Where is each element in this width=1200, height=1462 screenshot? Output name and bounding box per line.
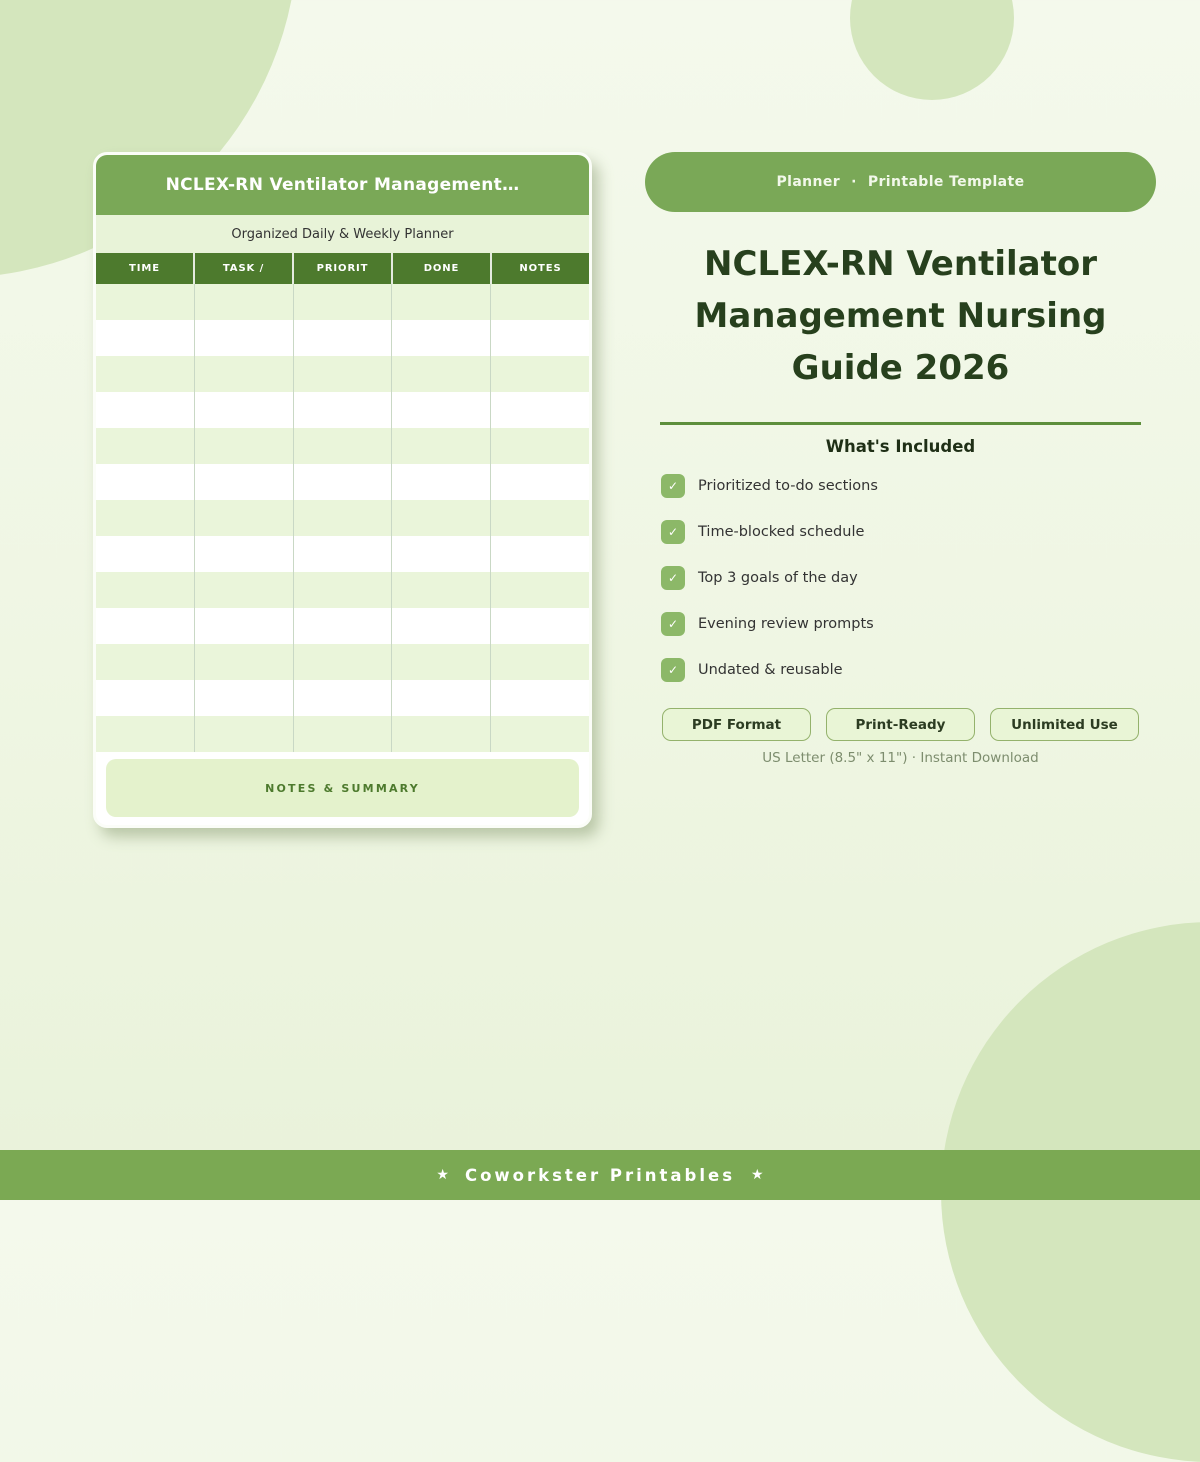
planner-empty-row	[96, 428, 589, 464]
planner-empty-row	[96, 716, 589, 752]
planner-empty-cell	[491, 464, 589, 500]
planner-empty-cell	[96, 536, 195, 572]
planner-empty-cell	[96, 572, 195, 608]
planner-empty-cell	[195, 500, 294, 536]
planner-empty-cell	[491, 356, 589, 392]
planner-empty-cell	[392, 716, 491, 752]
planner-empty-cell	[392, 608, 491, 644]
planner-empty-row	[96, 356, 589, 392]
format-meta: US Letter (8.5" x 11") · Instant Download	[762, 750, 1039, 766]
category-badge	[645, 152, 1156, 212]
planner-empty-cell	[96, 464, 195, 500]
planner-empty-cell	[392, 500, 491, 536]
column-header-priority: PRIORIT	[294, 253, 393, 284]
notes-summary-box	[106, 759, 579, 817]
planner-empty-cell	[96, 428, 195, 464]
checkmark-icon: ✓	[661, 612, 685, 636]
pdf-format-button[interactable]: PDF Format	[662, 708, 811, 741]
column-header-notes: NOTES	[519, 263, 562, 274]
star-icon: ★	[436, 1167, 449, 1183]
planner-empty-cell	[195, 392, 294, 428]
planner-empty-cell	[491, 716, 589, 752]
checklist-item-label: Evening review prompts	[698, 616, 874, 632]
planner-empty-cell	[96, 284, 195, 320]
included-heading: What's Included	[825, 437, 976, 456]
planner-empty-cell	[195, 428, 294, 464]
column-header-task: TASK /	[195, 253, 294, 284]
included-checklist	[645, 474, 1156, 682]
planner-empty-cell	[294, 716, 393, 752]
checklist-item-label: Prioritized to-do sections	[698, 478, 878, 494]
planner-empty-cell	[392, 572, 491, 608]
planner-table-body	[96, 284, 589, 752]
planner-empty-cell	[96, 716, 195, 752]
planner-empty-cell	[96, 608, 195, 644]
planner-empty-cell	[96, 392, 195, 428]
planner-empty-cell	[294, 572, 393, 608]
planner-empty-cell	[491, 428, 589, 464]
planner-empty-cell	[195, 464, 294, 500]
planner-empty-cell	[294, 392, 393, 428]
planner-empty-row	[96, 572, 589, 608]
planner-subtitle: Organized Daily & Weekly Planner	[96, 215, 589, 253]
planner-empty-row	[96, 392, 589, 428]
planner-title: NCLEX-RN Ventilator Management…	[165, 175, 520, 195]
planner-empty-cell	[294, 500, 393, 536]
planner-empty-cell	[392, 320, 491, 356]
planner-empty-cell	[392, 644, 491, 680]
checkmark-icon: ✓	[661, 566, 685, 590]
planner-empty-cell	[195, 716, 294, 752]
planner-preview-card	[93, 152, 592, 828]
planner-empty-row	[96, 320, 589, 356]
notes-summary-label: NOTES & SUMMARY	[265, 781, 420, 795]
planner-empty-cell	[392, 356, 491, 392]
checklist-item	[661, 658, 1156, 682]
checklist-item	[661, 520, 1156, 544]
planner-empty-cell	[392, 392, 491, 428]
planner-empty-cell	[195, 356, 294, 392]
planner-table-header-row	[96, 253, 589, 284]
checkmark-icon: ✓	[661, 658, 685, 682]
checklist-item-label: Top 3 goals of the day	[698, 570, 858, 586]
footer-bar	[0, 1150, 1200, 1200]
planner-empty-cell	[491, 644, 589, 680]
badge-dot-separator: ·	[851, 174, 857, 190]
checklist-item	[661, 474, 1156, 498]
planner-empty-row	[96, 464, 589, 500]
planner-empty-cell	[195, 608, 294, 644]
decorative-circle-top-right	[850, 0, 1014, 100]
star-icon: ★	[751, 1167, 764, 1183]
planner-empty-cell	[195, 320, 294, 356]
section-divider	[660, 422, 1141, 425]
planner-empty-cell	[195, 572, 294, 608]
planner-empty-cell	[96, 356, 195, 392]
planner-empty-cell	[392, 284, 491, 320]
planner-empty-cell	[294, 644, 393, 680]
planner-empty-cell	[294, 608, 393, 644]
planner-empty-cell	[491, 536, 589, 572]
footer-brand: Coworkster Printables	[464, 1165, 736, 1185]
planner-empty-row	[96, 608, 589, 644]
planner-empty-cell	[195, 284, 294, 320]
planner-empty-row	[96, 644, 589, 680]
planner-empty-cell	[491, 320, 589, 356]
planner-empty-cell	[195, 680, 294, 716]
planner-empty-cell	[392, 464, 491, 500]
print-ready-button[interactable]: Print-Ready	[826, 708, 975, 741]
planner-empty-cell	[392, 536, 491, 572]
planner-empty-cell	[392, 680, 491, 716]
planner-empty-cell	[491, 680, 589, 716]
planner-empty-cell	[294, 464, 393, 500]
planner-empty-cell	[294, 536, 393, 572]
planner-empty-cell	[392, 428, 491, 464]
checklist-item	[661, 566, 1156, 590]
planner-empty-cell	[294, 320, 393, 356]
planner-empty-cell	[491, 392, 589, 428]
checklist-item-label: Undated & reusable	[698, 662, 843, 678]
product-title: NCLEX-RN Ventilator Management Nursing Guide 2026	[694, 244, 1107, 388]
planner-empty-cell	[96, 644, 195, 680]
checklist-item	[661, 612, 1156, 636]
planner-empty-cell	[294, 428, 393, 464]
planner-empty-cell	[96, 680, 195, 716]
planner-empty-cell	[491, 608, 589, 644]
checkmark-icon: ✓	[661, 474, 685, 498]
badge-category: Planner	[776, 174, 841, 190]
planner-table	[96, 253, 589, 752]
planner-empty-row	[96, 680, 589, 716]
planner-empty-row	[96, 500, 589, 536]
planner-empty-cell	[294, 356, 393, 392]
planner-empty-cell	[195, 536, 294, 572]
checklist-item-label: Time-blocked schedule	[698, 524, 865, 540]
column-header-time: TIME	[96, 253, 195, 284]
planner-empty-cell	[491, 284, 589, 320]
planner-empty-cell	[96, 500, 195, 536]
planner-empty-row	[96, 536, 589, 572]
checkmark-icon: ✓	[661, 520, 685, 544]
planner-empty-cell	[294, 284, 393, 320]
badge-type: Printable Template	[867, 174, 1025, 190]
planner-empty-cell	[294, 680, 393, 716]
unlimited-use-button[interactable]: Unlimited Use	[990, 708, 1139, 741]
product-details	[645, 152, 1156, 766]
feature-button-row	[662, 708, 1139, 741]
planner-title-bar	[96, 155, 589, 215]
planner-empty-cell	[195, 644, 294, 680]
planner-empty-cell	[491, 572, 589, 608]
planner-empty-cell	[491, 500, 589, 536]
planner-empty-cell	[96, 320, 195, 356]
planner-empty-row	[96, 284, 589, 320]
column-header-done: DONE	[393, 253, 492, 284]
